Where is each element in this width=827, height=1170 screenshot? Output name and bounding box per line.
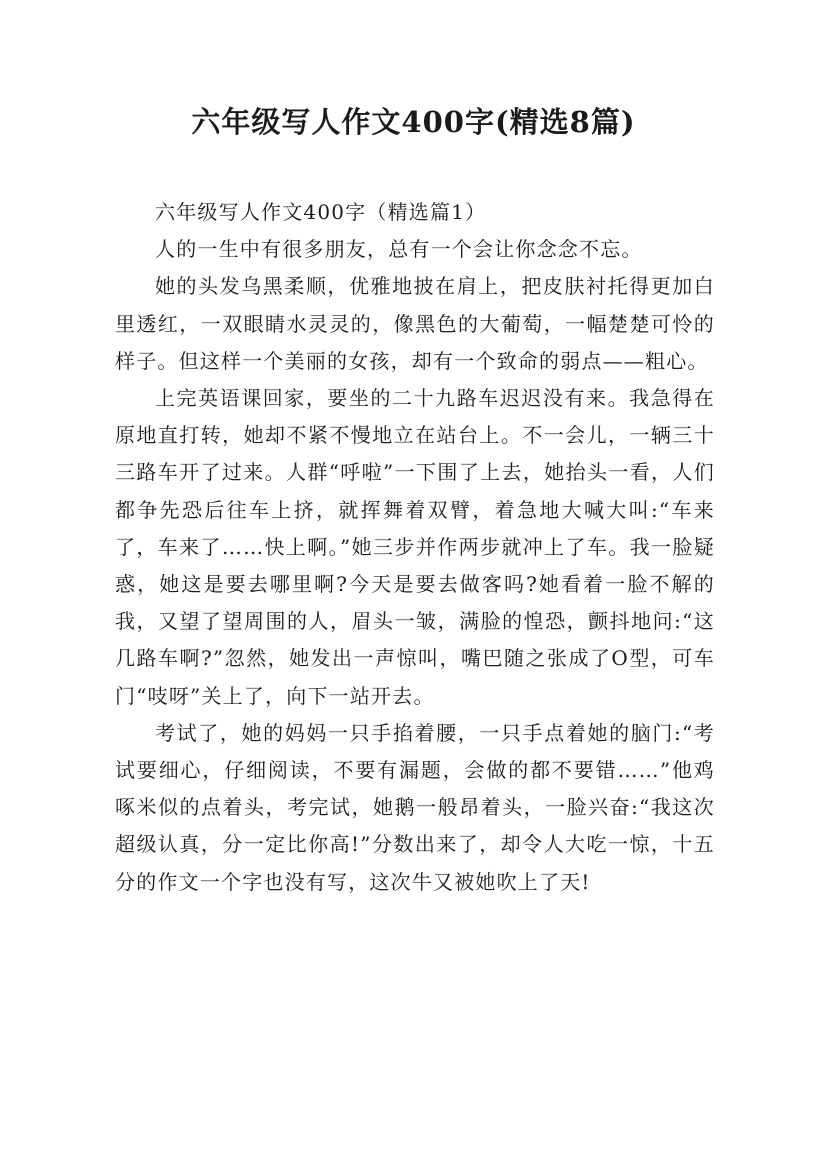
paragraph-3: 上完英语课回家，要坐的二十九路车迟迟没有来。我急得在原地直打转，她却不紧不慢地立在站台上。不一会儿，一辆三十三路车开了过来。人群“呼啦”一下围了上去，她抬头一看，人们都争先恐后往车上挤，就挥舞着双臂，着急地大喊大叫:“车来了，车来了……快上啊。”她三步并作两步就冲上了车。我一脸疑惑，她这是要去哪里啊?今天是要去做客吗?她看着一脸不解的我，又望了望周围的人，眉头一皱，满脸的惶恐，颤抖地问:“这几路车啊?”忽然，她发出一声惊叫，嘴巴随之张成了O型，可车门“吱呀”关上了，向下一站开去。 bbox=[115, 386, 715, 708]
section-heading: 六年级写人作文400字（精选篇1） bbox=[155, 200, 487, 224]
document-title: 六年级写人作文400字(精选8篇) bbox=[191, 105, 636, 139]
paragraph-1: 人的一生中有很多朋友，总有一个会让你念念不忘。 bbox=[155, 237, 643, 262]
document-body bbox=[115, 194, 715, 901]
paragraph-4: 考试了，她的妈妈一只手掐着腰，一只手点着她的脑门:“考试要细心，仔细阅读，不要有漏题，会做的都不要错……”他鸡啄米似的点着头，考完试，她鹅一般昂着头，一脸兴奋:“我这次超级认真，分一定比你高!”分数出来了，却令人大吃一惊，十五分的作文一个字也没有写，这次牛又被她吹上了天! bbox=[115, 720, 715, 894]
paragraph-2: 她的头发乌黑柔顺，优雅地披在肩上，把皮肤衬托得更加白里透红，一双眼睛水灵灵的，像黑色的大葡萄，一幅楚楚可怜的样子。但这样一个美丽的女孩，却有一个致命的弱点——粗心。 bbox=[115, 274, 715, 373]
